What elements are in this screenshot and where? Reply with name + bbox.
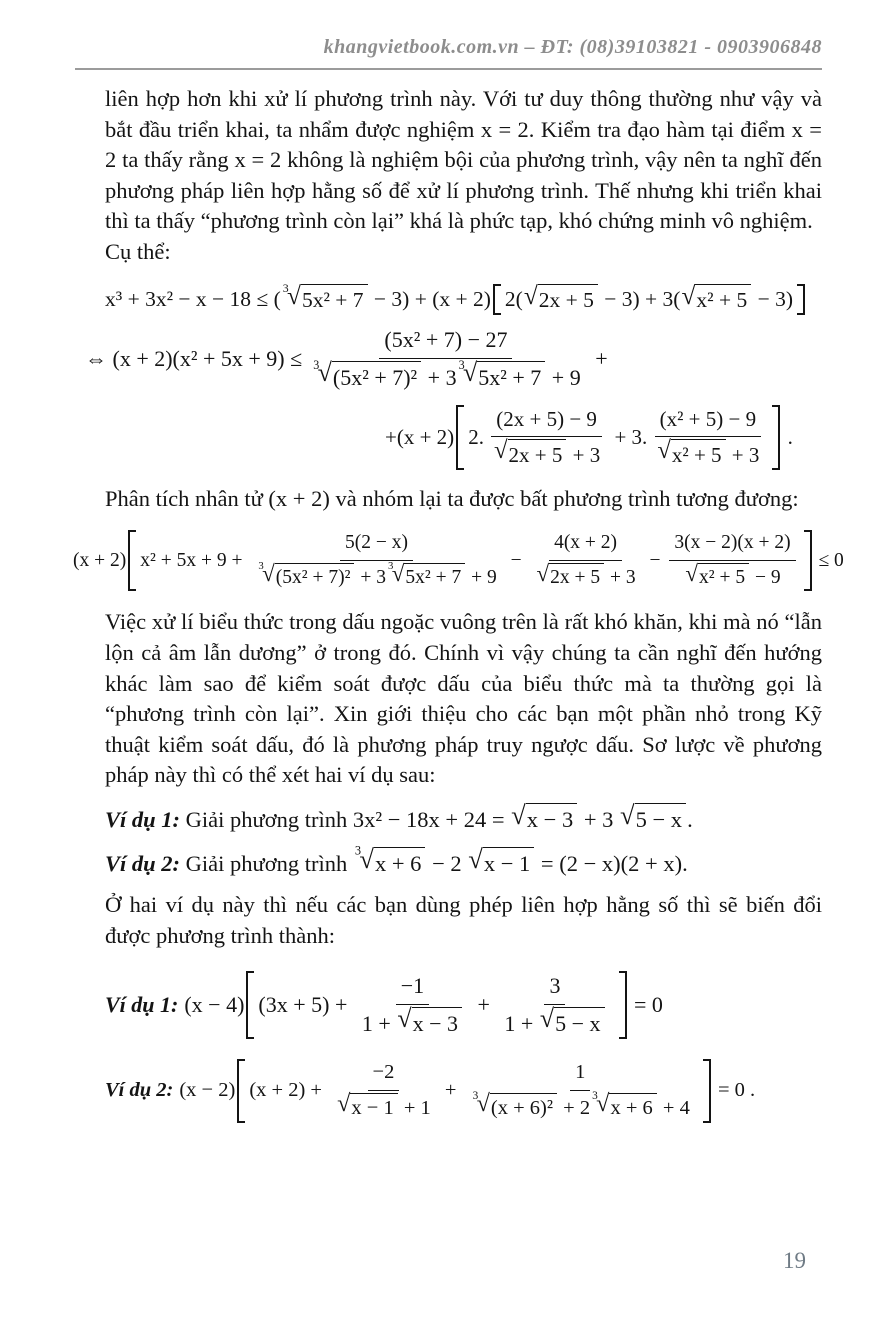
example-2-label: Ví dụ 2: bbox=[105, 851, 181, 877]
radical-icon: √ bbox=[468, 844, 483, 875]
example-2-transformed bbox=[105, 1059, 822, 1123]
square-root bbox=[397, 1004, 462, 1039]
root-index: 3 bbox=[354, 844, 362, 859]
cube-root bbox=[312, 357, 421, 393]
radical-icon: √ bbox=[317, 357, 332, 387]
root-index: 3 bbox=[313, 357, 320, 372]
radical-icon: √ bbox=[620, 799, 635, 830]
denominator bbox=[499, 1005, 610, 1039]
math-text: − 3) + 3( bbox=[598, 286, 681, 311]
right-bracket bbox=[619, 971, 627, 1039]
math-text: + 3. bbox=[609, 424, 648, 449]
cu-the-label: Cụ thể: bbox=[105, 238, 171, 264]
math-text: 3 bbox=[549, 973, 561, 999]
radical-icon: √ bbox=[685, 559, 698, 586]
radical-icon: √ bbox=[463, 357, 478, 387]
left-bracket bbox=[237, 1059, 245, 1123]
numerator bbox=[570, 1059, 590, 1091]
paragraph-3: Việc xử lí biểu thức trong dấu ngoặc vuông trên là rất khó khăn, khi mà nó “lẫn lộn cả âm lẫn dương” ở trong đó. Chính vì vậy chúng ta cần nghĩ đến hướng khác làm sao để kiểm soát được dấu của biểu thức mà ta thường gọi là “phương trình còn lại”. Xin giới thiệu cho các bạn một phần nhỏ trong Kỹ thuật kiểm soát dấu, đó là phương pháp truy ngược dấu. Sơ lược về phương pháp này thì có thể xét hai ví dụ sau: bbox=[105, 609, 822, 788]
square-root bbox=[539, 1004, 605, 1039]
math-text: x² + 5x + 9 + bbox=[140, 549, 248, 571]
root-index: 3 bbox=[472, 1090, 479, 1103]
math-text: + 9 bbox=[546, 364, 581, 390]
math-text: + bbox=[471, 992, 496, 1018]
math-text: − 9 bbox=[750, 566, 781, 588]
denominator bbox=[251, 561, 501, 592]
cube-root bbox=[472, 1089, 557, 1123]
numerator bbox=[396, 971, 429, 1005]
radical-icon: √ bbox=[337, 1089, 351, 1117]
math-text: + 3 bbox=[422, 364, 457, 390]
radicand: (5x² + 7)² bbox=[332, 361, 421, 393]
square-root bbox=[620, 799, 686, 836]
formula-factored-inequality bbox=[73, 530, 844, 591]
numerator bbox=[544, 971, 565, 1005]
math-text: 5(2 − x) bbox=[345, 532, 409, 554]
cube-root bbox=[282, 280, 368, 315]
square-root bbox=[337, 1089, 398, 1123]
math-text: (x − 2) bbox=[179, 1079, 236, 1102]
math-text: − bbox=[644, 549, 666, 571]
fraction bbox=[466, 1059, 695, 1123]
radicand: x² + 5 bbox=[671, 439, 726, 470]
math-text: + 2 bbox=[558, 1096, 591, 1119]
math-text: + 4 bbox=[657, 1096, 690, 1119]
square-root bbox=[523, 281, 598, 315]
radical-icon: √ bbox=[536, 559, 550, 586]
fraction bbox=[306, 325, 586, 393]
fraction bbox=[357, 971, 468, 1039]
math-text: 2. bbox=[468, 424, 484, 449]
math-text: = (2 − x)(2 + x). bbox=[540, 851, 688, 877]
radicand: x² + 5 bbox=[698, 563, 749, 592]
radicand: x − 1 bbox=[483, 847, 534, 880]
denominator bbox=[306, 359, 586, 393]
numerator bbox=[368, 1059, 400, 1091]
radicand: 2x + 5 bbox=[549, 563, 604, 592]
cube-root bbox=[458, 357, 546, 393]
fraction bbox=[331, 1059, 436, 1123]
square-root bbox=[657, 439, 725, 470]
radicand: x² + 5 bbox=[695, 284, 751, 315]
page-content bbox=[73, 84, 844, 1123]
math-text: 1 + bbox=[504, 1011, 539, 1037]
math-text: (2x + 5) − 9 bbox=[496, 406, 597, 431]
radical-icon: √ bbox=[476, 1089, 490, 1117]
left-bracket bbox=[246, 971, 254, 1039]
fraction bbox=[251, 530, 501, 591]
math-text: − 2 bbox=[432, 851, 462, 877]
cube-root bbox=[387, 559, 465, 592]
math-text: + 3 bbox=[605, 566, 636, 588]
left-bracket bbox=[493, 284, 501, 315]
numerator bbox=[655, 405, 761, 438]
radical-icon: √ bbox=[397, 1004, 412, 1034]
example-2-intro: Giải phương trình bbox=[185, 851, 348, 877]
math-text: (x + 2) bbox=[73, 549, 127, 571]
math-text: −1 bbox=[400, 973, 425, 999]
radicand: x + 6 bbox=[609, 1093, 656, 1123]
denominator bbox=[651, 437, 764, 470]
fraction bbox=[669, 530, 795, 591]
paragraph-2: Phân tích nhân tử (x + 2) và nhóm lại ta được bất phương trình tương đương: bbox=[105, 485, 799, 511]
page-number: 19 bbox=[783, 1248, 806, 1273]
cube-root bbox=[354, 844, 426, 880]
radicand: 5 − x bbox=[554, 1007, 604, 1039]
math-text: = 0 bbox=[628, 992, 663, 1018]
fraction bbox=[499, 971, 610, 1039]
cube-root bbox=[257, 559, 354, 592]
radicand: 2x + 5 bbox=[508, 439, 567, 470]
radical-icon: √ bbox=[539, 1004, 555, 1034]
math-text: (3x + 5) + bbox=[258, 992, 353, 1018]
math-text: ⇔ (x + 2)(x² + 5x + 9) ≤ bbox=[85, 345, 303, 371]
math-text: + 3 bbox=[583, 806, 614, 832]
radical-icon: √ bbox=[657, 437, 671, 465]
radical-icon: √ bbox=[391, 559, 405, 586]
root-index: 3 bbox=[282, 280, 289, 295]
math-text: 1 + bbox=[361, 1011, 397, 1037]
radical-icon: √ bbox=[596, 1089, 610, 1117]
math-text: + 3 bbox=[567, 443, 601, 468]
root-index: 3 bbox=[387, 560, 394, 573]
bracket-group bbox=[244, 971, 628, 1039]
radicand: 5x² + 7 bbox=[477, 361, 545, 393]
math-text: + 3 bbox=[726, 443, 760, 468]
fraction bbox=[651, 405, 764, 470]
math-text: 3x² − 18x + 24 = bbox=[352, 806, 505, 832]
denominator bbox=[679, 561, 785, 592]
radical-icon: √ bbox=[262, 559, 275, 586]
root-index: 3 bbox=[258, 560, 264, 573]
cube-root bbox=[591, 1089, 657, 1123]
bracket-group bbox=[491, 281, 807, 315]
math-text: + bbox=[589, 345, 608, 371]
radicand: 5x² + 7 bbox=[301, 284, 368, 315]
math-text: − 3) + (x + 2) bbox=[368, 286, 491, 311]
fraction bbox=[531, 530, 641, 591]
numerator bbox=[491, 405, 602, 438]
math-text: − 3) bbox=[752, 286, 794, 311]
right-bracket bbox=[772, 405, 780, 470]
radicand: x + 6 bbox=[374, 847, 425, 880]
math-text: 2( bbox=[504, 286, 523, 311]
denominator bbox=[531, 561, 641, 592]
numerator bbox=[549, 530, 622, 561]
formula-continuation bbox=[385, 405, 822, 470]
radicand: 2x + 5 bbox=[538, 284, 598, 315]
page-header bbox=[75, 36, 822, 70]
square-root bbox=[685, 559, 749, 592]
example-1-intro: Giải phương trình bbox=[185, 806, 348, 832]
square-root bbox=[468, 844, 534, 880]
radicand: 5 − x bbox=[635, 803, 686, 836]
formula-inequality-1 bbox=[105, 280, 822, 315]
example-1-statement bbox=[105, 799, 822, 836]
root-index: 3 bbox=[592, 1090, 598, 1103]
formula-equivalence bbox=[85, 325, 822, 393]
math-text: . bbox=[687, 806, 693, 832]
math-text: = 0 . bbox=[712, 1079, 756, 1102]
paragraph-1: liên hợp hơn khi xử lí phương trình này. Với tư duy thông thường như vậy và bắt đầu triển khai, ta nhẩm được nghiệm x = 2. Kiểm tra đạo hàm tại điểm x = 2 ta thấy rằng x = 2 không là nghiệm bội của phương trình, vậy nên ta nghĩ đến phương pháp liên hợp hằng số để xử lí phương trình. Thế nhưng khi triển khai thì ta thấy “phương trình còn lại” khá là phức tạp, khó chứng minh vô nghiệm. bbox=[105, 86, 822, 234]
math-text: 4(x + 2) bbox=[554, 532, 618, 554]
radical-icon: √ bbox=[511, 799, 526, 830]
denominator bbox=[331, 1091, 436, 1123]
radical-icon: √ bbox=[359, 844, 374, 875]
denominator bbox=[466, 1091, 695, 1123]
math-text: −2 bbox=[372, 1061, 395, 1084]
math-text: x³ + 3x² − x − 18 ≤ ( bbox=[105, 286, 281, 311]
radicand: x − 3 bbox=[412, 1007, 462, 1039]
radical-icon: √ bbox=[523, 281, 538, 310]
square-root bbox=[494, 439, 566, 470]
radicand: (5x² + 7)² bbox=[275, 563, 355, 592]
radical-icon: √ bbox=[493, 437, 508, 465]
math-text: + 1 bbox=[398, 1096, 431, 1119]
radicand: x − 3 bbox=[526, 803, 577, 836]
radicand: 5x² + 7 bbox=[404, 563, 465, 592]
example-2-label: Ví dụ 2: bbox=[105, 1079, 174, 1102]
bracket-group bbox=[126, 530, 813, 591]
numerator bbox=[379, 325, 512, 359]
denominator bbox=[488, 437, 605, 470]
numerator bbox=[340, 530, 413, 561]
bracket-group bbox=[235, 1059, 713, 1123]
bracket-group bbox=[454, 405, 782, 470]
square-root bbox=[511, 799, 577, 836]
radicand: x − 1 bbox=[350, 1093, 397, 1123]
example-1-label: Ví dụ 1: bbox=[105, 806, 181, 832]
right-bracket bbox=[804, 530, 812, 591]
radicand: (x + 6)² bbox=[490, 1093, 557, 1123]
right-bracket bbox=[703, 1059, 711, 1123]
left-bracket bbox=[456, 405, 464, 470]
math-text: + bbox=[439, 1079, 462, 1102]
header-contact-text: khangvietbook.com.vn – ĐT: (08)39103821 - 0903906848 bbox=[323, 36, 822, 58]
math-text: ≤ 0 bbox=[813, 549, 844, 571]
denominator bbox=[357, 1005, 468, 1039]
example-1-label: Ví dụ 1: bbox=[105, 992, 179, 1018]
math-text: (5x² + 7) − 27 bbox=[384, 326, 508, 352]
square-root bbox=[536, 559, 605, 592]
paragraph-4: Ở hai ví dụ này thì nếu các bạn dùng phép liên hợp hằng số thì sẽ biến đổi được phương trình thành: bbox=[105, 892, 822, 948]
math-text: (x² + 5) − 9 bbox=[659, 406, 757, 431]
math-text: (x − 4) bbox=[184, 992, 245, 1018]
math-text: +(x + 2) bbox=[385, 424, 455, 449]
math-text: (x + 2) + bbox=[249, 1079, 328, 1102]
numerator bbox=[669, 530, 795, 561]
math-text: + 3 bbox=[355, 566, 386, 588]
example-1-transformed bbox=[105, 971, 822, 1039]
math-text: − bbox=[505, 549, 527, 571]
left-bracket bbox=[128, 530, 136, 591]
root-index: 3 bbox=[458, 357, 465, 372]
example-2-statement bbox=[105, 844, 822, 880]
radical-icon: √ bbox=[287, 281, 301, 310]
math-text: . bbox=[782, 424, 793, 449]
math-text: 3(x − 2)(x + 2) bbox=[674, 532, 791, 554]
math-text: 1 bbox=[575, 1061, 586, 1084]
square-root bbox=[681, 281, 751, 315]
math-text: + 9 bbox=[466, 566, 497, 588]
right-bracket bbox=[797, 284, 805, 315]
fraction bbox=[488, 405, 605, 470]
radical-icon: √ bbox=[681, 281, 696, 310]
